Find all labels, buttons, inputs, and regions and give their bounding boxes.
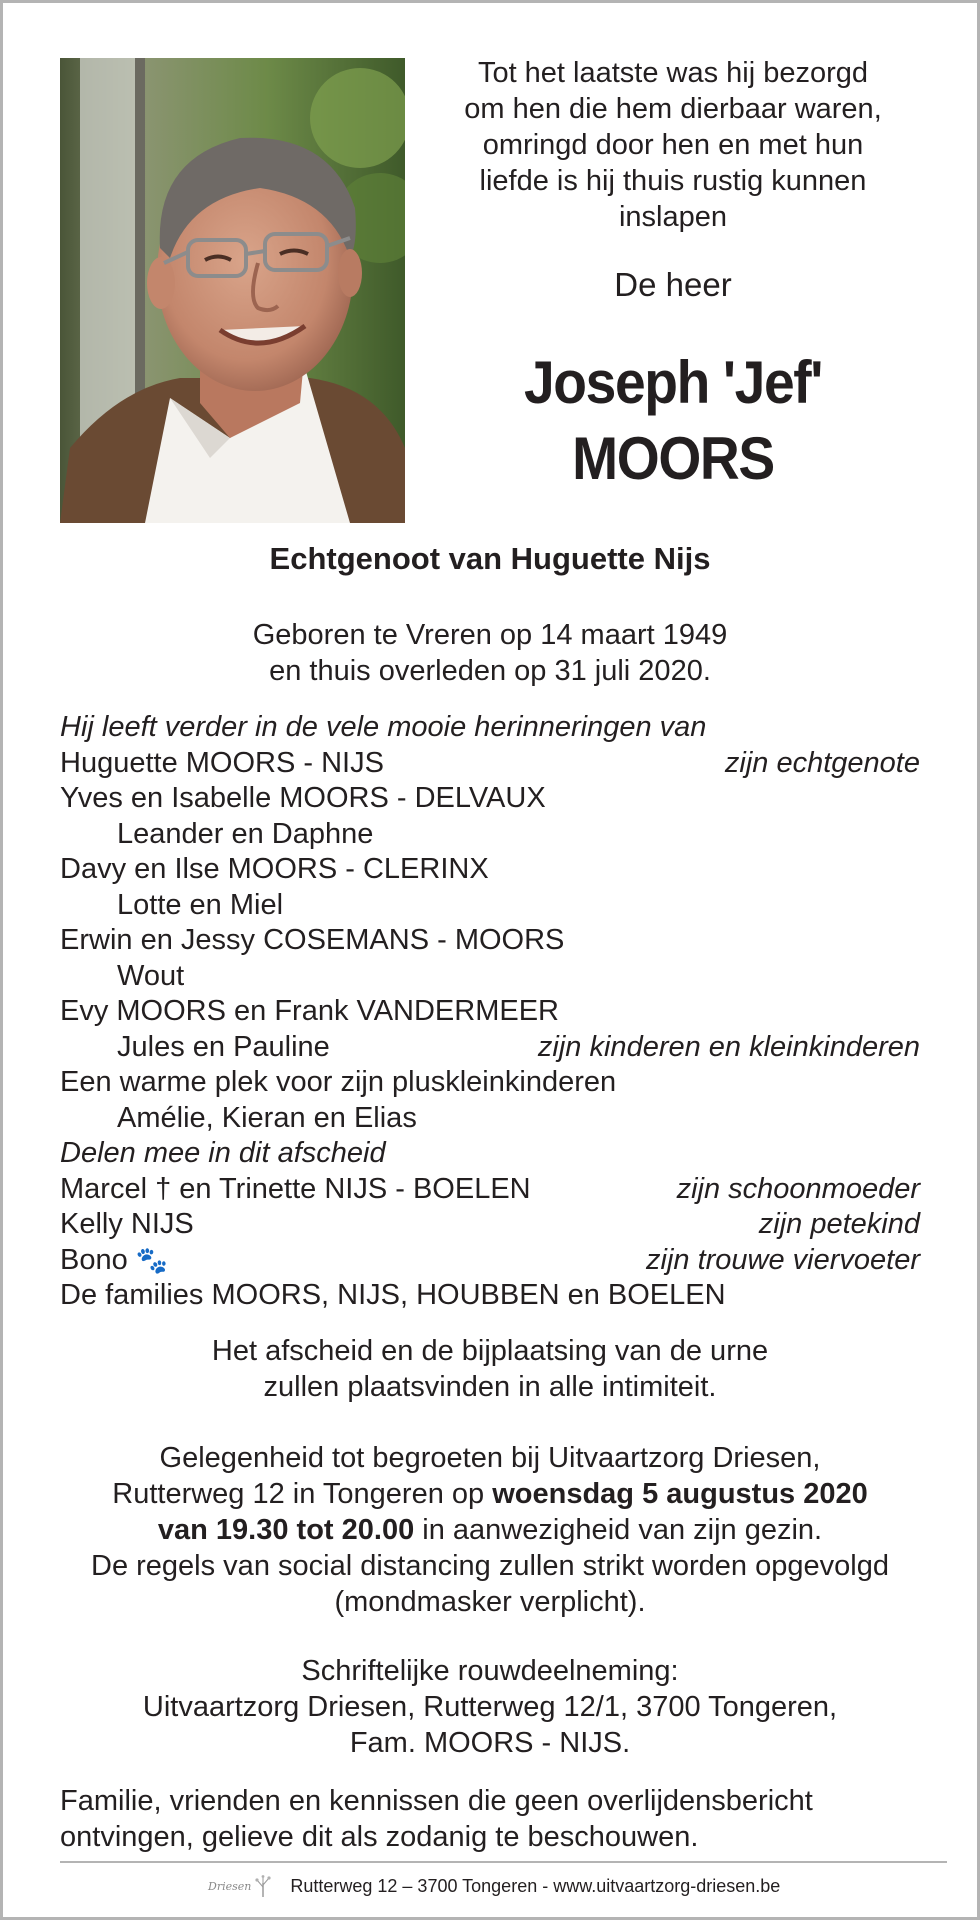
deceased-name [443, 345, 903, 497]
share-intro-text: Delen mee in dit afscheid [60, 1137, 386, 1169]
visitation-time: van 19.30 tot 20.00 [157, 1514, 415, 1546]
list-item [60, 1065, 920, 1101]
family-intro [60, 710, 920, 746]
death-line: en thuis overleden op 31 juli 2020. [269, 655, 711, 687]
family-member: Yves en Isabelle MOORS - DELVAUX [60, 782, 546, 814]
relation-label: zijn echtgenote [724, 746, 920, 779]
visitation-presence: in aanwezigheid van zijn gezin. [414, 1514, 823, 1546]
funeral-home-logo [208, 1875, 272, 1897]
list-item [60, 923, 920, 959]
family-member-pet [60, 1243, 168, 1279]
poem-line: om hen die hem dierbaar waren, [464, 93, 882, 125]
family-member: Een warme plek voor zijn pluskleinkinderen [60, 1066, 617, 1098]
list-item [60, 1278, 920, 1314]
visitation-line [3, 1476, 977, 1512]
visitation-location: Rutterweg 12 in Tongeren op [112, 1478, 493, 1510]
poem-text [423, 55, 923, 235]
portrait-illustration [60, 58, 405, 523]
pet-name: Bono [60, 1243, 128, 1276]
list-item [60, 817, 920, 853]
closing-notice [60, 1783, 930, 1855]
condolence-notice [3, 1653, 977, 1761]
family-member: Huguette MOORS - NIJS [60, 746, 384, 779]
list-item [60, 1172, 920, 1208]
family-member: De families MOORS, NIJS, HOUBBEN en BOELEN [60, 1279, 726, 1311]
family-member: Erwin en Jessy COSEMANS - MOORS [60, 924, 565, 956]
paw-icon: 🐾 [135, 1244, 169, 1275]
family-list [60, 710, 920, 1314]
family-member: Leander en Daphne [117, 817, 374, 850]
relation-label: zijn schoonmoeder [676, 1172, 920, 1205]
poem-line: omringd door hen en met hun [482, 129, 864, 161]
relation-label: zijn petekind [758, 1208, 920, 1240]
list-item [60, 852, 920, 888]
family-member: Lotte en Miel [117, 888, 284, 921]
closing-line: Familie, vrienden en kennissen die geen overlijdensbericht [60, 1785, 813, 1817]
closing-line: ontvingen, gelieve dit als zodanig te beschouwen. [60, 1821, 699, 1853]
list-item [60, 994, 920, 1030]
family-member: Wout [117, 959, 185, 992]
list-item [60, 888, 920, 924]
intro-text: Hij leeft verder in de vele mooie herinneringen van [60, 711, 707, 743]
spouse-line: Echtgenoot van Huguette Nijs [269, 541, 711, 576]
relation-label: zijn trouwe viervoeter [646, 1243, 920, 1276]
list-item [60, 746, 920, 782]
family-member: Amélie, Kieran en Elias [117, 1101, 417, 1134]
relation-label: zijn kinderen en kleinkinderen [537, 1030, 920, 1063]
family-member: Davy en Ilse MOORS - CLERINX [60, 853, 489, 885]
family-member: Marcel † en Trinette NIJS - BOELEN [60, 1172, 531, 1205]
farewell-notice [3, 1333, 977, 1405]
portrait-photo [60, 58, 405, 523]
footer-divider [60, 1861, 947, 1863]
family-member: Jules en Pauline [117, 1030, 330, 1063]
condolence-line: Uitvaartzorg Driesen, Rutterweg 12/1, 3700 Tongeren, [142, 1691, 838, 1723]
list-item [60, 1030, 920, 1066]
logo-text: Driesen [208, 1879, 252, 1893]
list-item [60, 781, 920, 817]
condolence-line: Schriftelijke rouwdeelneming: [301, 1655, 679, 1687]
visitation-line: Gelegenheid tot begroeten bij Uitvaartzorg Driesen, [159, 1442, 821, 1474]
condolence-line: Fam. MOORS - NIJS. [349, 1727, 631, 1759]
footer [208, 1869, 780, 1903]
visitation-line: De regels van social distancing zullen strikt worden opgevolgd [91, 1550, 889, 1582]
farewell-line: Het afscheid en de bijplaatsing van de urne [211, 1335, 769, 1367]
visitation-date: woensdag 5 augustus 2020 [492, 1478, 868, 1510]
tree-icon [254, 1875, 272, 1897]
list-item [60, 959, 920, 995]
visitation-notice [3, 1440, 977, 1620]
visitation-line [3, 1512, 977, 1548]
list-item [60, 1243, 920, 1279]
footer-address: Rutterweg 12 – 3700 Tongeren - www.uitvaartzorg-driesen.be [290, 1875, 781, 1896]
farewell-line: zullen plaatsvinden in alle intimiteit. [263, 1371, 717, 1403]
list-item [60, 1207, 920, 1243]
list-item [60, 1101, 920, 1137]
first-name: Joseph 'Jef' [523, 349, 823, 416]
poem-line: Tot het laatste was hij bezorgd [477, 57, 869, 89]
poem-line: liefde is hij thuis rustig kunnen [479, 165, 867, 197]
honorific: De heer [614, 266, 732, 303]
last-name: MOORS [572, 425, 774, 492]
family-member: Kelly NIJS [60, 1208, 194, 1240]
birth-line: Geboren te Vreren op 14 maart 1949 [252, 619, 728, 651]
birth-death-dates [3, 617, 977, 689]
visitation-line: (mondmasker verplicht). [334, 1586, 646, 1618]
family-member: Evy MOORS en Frank VANDERMEER [60, 995, 560, 1027]
share-intro [60, 1136, 920, 1172]
poem-line: inslapen [618, 201, 728, 233]
